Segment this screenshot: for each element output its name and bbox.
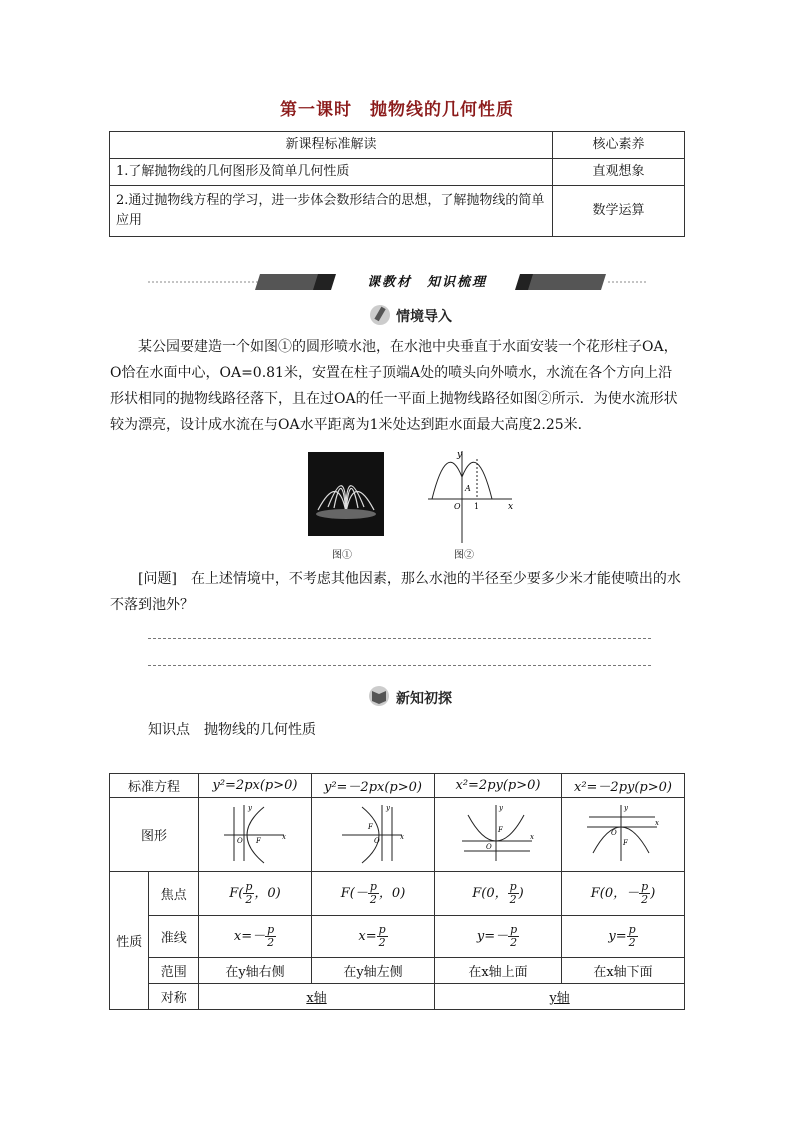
mini-label-o: O xyxy=(611,828,617,837)
section-banner-text: 课教材 知识梳理 xyxy=(366,275,487,290)
mini-label-y: y xyxy=(248,803,252,812)
mini-label-x: x xyxy=(282,832,286,841)
mini-label-f: F xyxy=(623,838,628,847)
directrix-cell: y=－ $\frac{p}{2}$ xyxy=(435,916,562,958)
focus-cell: F(0， $\frac{p}{2}$ ) xyxy=(435,872,562,916)
table-cell: 2.通过抛物线方程的学习，进一步体会数形结合的思想，了解抛物线的简单应用 xyxy=(110,186,553,237)
symmetry-label-cell: 对称 xyxy=(149,984,199,1010)
directrix-cell: x= $\frac{p}{2}$ xyxy=(312,916,435,958)
mini-graph-cell xyxy=(312,798,435,872)
answer-line xyxy=(148,665,651,666)
directrix-cell: y= $\frac{p}{2}$ xyxy=(562,916,685,958)
equation-cell: x²=2py(p>0) xyxy=(435,774,562,798)
mini-label-x: x xyxy=(655,818,659,827)
question-label: [问题] xyxy=(138,571,177,587)
focus-cell: F(0，－ $\frac{p}{2}$ ) xyxy=(562,872,685,916)
table-cell: 1.了解抛物线的几何图形及简单几何性质 xyxy=(110,159,553,186)
table-cell: 直观想象 xyxy=(553,159,685,186)
question-text: 在上述情境中，不考虑其他因素，那么水池的半径至少要多少米才能使喷出的水不落到池外？ xyxy=(110,571,681,613)
mini-graph-cell xyxy=(562,798,685,872)
symmetry-cell: y轴 xyxy=(435,984,685,1010)
equation-cell: y²=－2px(p>0) xyxy=(312,774,435,798)
graph-label-x: x xyxy=(508,502,514,512)
figure-caption: 图① xyxy=(332,550,352,561)
mini-graph-left xyxy=(338,801,408,865)
mini-label-o: O xyxy=(374,836,380,845)
figure-caption: 图② xyxy=(454,550,474,561)
mini-label-x: x xyxy=(530,832,534,841)
mini-label-y: y xyxy=(386,803,390,812)
range-cell: 在y轴左侧 xyxy=(312,958,435,984)
mini-graph-right xyxy=(220,801,290,865)
new-knowledge-heading: 新知初探 xyxy=(396,691,452,707)
knowledge-point: 知识点 抛物线的几何性质 xyxy=(148,722,316,738)
range-cell: 在x轴上面 xyxy=(435,958,562,984)
page-title: 第一课时 抛物线的几何性质 xyxy=(280,100,514,120)
table-cell: 数学运算 xyxy=(553,186,685,237)
mini-label-f: F xyxy=(256,836,261,845)
graph-label-o: O xyxy=(454,502,461,511)
mini-label-y: y xyxy=(499,803,503,812)
mini-label-f: F xyxy=(498,825,503,834)
focus-cell: F( $\frac{p}{2}$ ，0) xyxy=(199,872,312,916)
table-header: 新课程标准解读 xyxy=(110,132,553,159)
mini-label-o: O xyxy=(486,842,492,851)
graph-label-a: A xyxy=(465,484,471,493)
range-cell: 在y轴右侧 xyxy=(199,958,312,984)
mini-label-o: O xyxy=(237,836,243,845)
mini-graph-cell xyxy=(199,798,312,872)
header-cell: 标准方程 xyxy=(110,774,199,798)
mini-graph-up xyxy=(458,801,538,865)
focus-label-cell: 焦点 xyxy=(149,872,199,916)
mini-label-y: y xyxy=(624,803,628,812)
figure-label-cell: 图形 xyxy=(110,798,199,872)
focus-cell: F(－ $\frac{p}{2}$ ，0) xyxy=(312,872,435,916)
equation-cell: x²=－2py(p>0) xyxy=(562,774,685,798)
book-icon xyxy=(366,685,392,707)
parabola-properties-table xyxy=(109,773,685,1010)
directrix-cell: x=－ $\frac{p}{2}$ xyxy=(199,916,312,958)
standards-table xyxy=(109,131,685,237)
range-cell: 在x轴下面 xyxy=(562,958,685,984)
table-header: 核心素养 xyxy=(553,132,685,159)
parabola-graph xyxy=(420,447,520,547)
properties-label-cell: 性质 xyxy=(110,872,149,1010)
graph-label-1: 1 xyxy=(474,502,480,511)
answer-line xyxy=(148,638,651,639)
mini-graph-cell xyxy=(435,798,562,872)
range-label-cell: 范围 xyxy=(149,958,199,984)
mini-graph-down xyxy=(583,801,663,865)
mini-label-f: F xyxy=(368,822,373,831)
fountain-photo xyxy=(308,452,384,536)
situation-heading: 情境导入 xyxy=(396,309,452,325)
pencil-icon xyxy=(368,304,392,326)
equation-cell: y²=2px(p>0) xyxy=(199,774,312,798)
directrix-label-cell: 准线 xyxy=(149,916,199,958)
question-paragraph xyxy=(110,566,685,618)
mini-label-x: x xyxy=(400,832,404,841)
symmetry-cell: x轴 xyxy=(199,984,435,1010)
graph-label-y: y xyxy=(457,450,463,460)
situation-paragraph: 某公园要建造一个如图①的圆形喷水池，在水池中央垂直于水面安装一个花形柱子OA，O恰在水面中心，OA=0.81米，安置在柱子顶端A处的喷头向外喷水，水流在各个方向上沿形状相同的抛物线路径落下，且在过OA的任一平面上抛物线路径如图②所示．为使水流形状较为漂亮，设计成水流在与OA水平距离为1米处达到距水面最大高度2.25米． xyxy=(110,339,678,433)
